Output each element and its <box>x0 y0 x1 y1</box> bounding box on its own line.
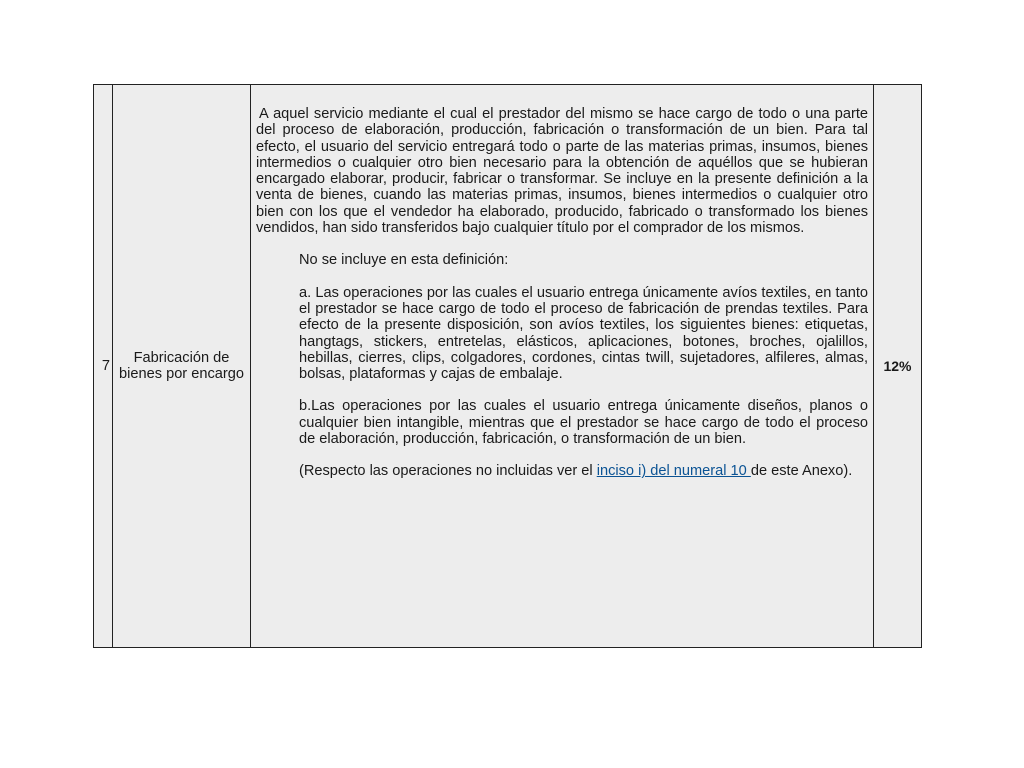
rate-value: 12% <box>883 357 912 374</box>
service-title: Fabricación de bienes por encargo <box>119 349 244 382</box>
annex-reference-link[interactable]: inciso i) del numeral 10 <box>596 463 751 480</box>
reference-note-prefix: (Respecto las operaciones no incluidas ver el <box>299 463 597 480</box>
service-title-cell <box>113 85 251 648</box>
description-text <box>251 85 873 480</box>
rate-cell <box>874 85 922 648</box>
reference-note <box>256 463 868 479</box>
description-main: A aquel servicio mediante el cual el prestador del mismo se hace cargo de todo o una parte del proceso de elaboración, producción, fabricación o transformación de un bien. Para tal efecto, el usuario del servicio entregará todo o parte de las materias primas, insumos, bienes intermedios o cualquier otro bien necesario para la obtención de aquéllos que se hubieran encargado elaborar, producir, fabricar o transformar. Se incluye en la presente definición a la venta de bienes, cuando las materias primas, insumos, bienes intermedios o cualquier otro bien con los que el vendedor ha elaborado, producido, fabricado o transformado los bienes vendidos, han sido transferidos bajo cualquier título por el comprador de los mismos. <box>256 106 868 237</box>
table-row <box>94 85 922 648</box>
exclusion-item-b: b.Las operaciones por las cuales el usuario entrega únicamente diseños, planos o cualquier bien intangible, mientras que el prestador se hace cargo de todo el proceso de elaboración, producción, fabricación, o transformación de un bien. <box>299 398 868 448</box>
row-number: 7 <box>101 357 110 374</box>
description-cell <box>251 85 874 648</box>
reference-note-suffix: de este Anexo). <box>750 463 853 480</box>
annex-table <box>93 84 922 648</box>
row-number-cell <box>94 85 113 648</box>
exclusion-intro: No se incluye en esta definición: <box>299 252 509 269</box>
exclusion-item-a: a. Las operaciones por las cuales el usuario entrega únicamente avíos textiles, en tanto el prestador se hace cargo de todo el proceso de fabricación de prendas textiles. Para efecto de la presente disposición, son avíos textiles, los siguientes bienes: etiquetas, hangtags, stickers, entretelas, elásticos, aplicaciones, botones, broches, ojalillos, hebillas, cierres, clips, colgadores, cordones, cintas twill, sujetadores, alfileres, almas, bolsas, plataformas y cajas de embalaje. <box>299 284 868 383</box>
